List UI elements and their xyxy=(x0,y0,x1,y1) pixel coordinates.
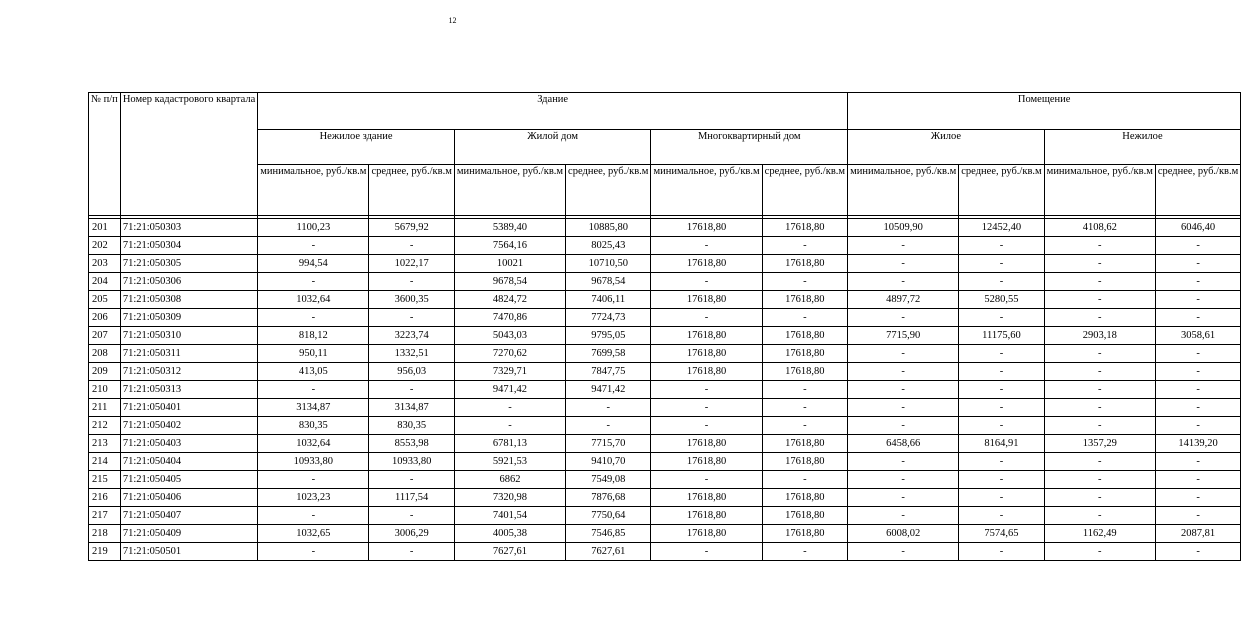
residential-min-cell: - xyxy=(848,507,959,525)
header-building: Здание xyxy=(258,93,848,130)
row-number-cell: 205 xyxy=(89,291,121,309)
header-min: минимальное, руб./кв.м xyxy=(1044,165,1155,216)
nonres-building-min-cell: 413,05 xyxy=(258,363,369,381)
residential-avg-cell: - xyxy=(959,255,1044,273)
header-residential: Жилое xyxy=(848,130,1045,165)
nonres-building-avg-cell: 5679,92 xyxy=(369,219,454,237)
apartment-house-avg-cell: 17618,80 xyxy=(762,327,847,345)
residential-min-cell: - xyxy=(848,489,959,507)
house-min-cell: 5921,53 xyxy=(454,453,565,471)
header-avg: среднее, руб./кв.м xyxy=(959,165,1044,216)
house-avg-cell: 7627,61 xyxy=(566,543,651,561)
apartment-house-avg-cell: - xyxy=(762,273,847,291)
cadastral-quarter-cell: 71:21:050313 xyxy=(120,381,257,399)
nonresidential-min-cell: - xyxy=(1044,543,1155,561)
header-nonres-building: Нежилое здание xyxy=(258,130,455,165)
apartment-house-min-cell: 17618,80 xyxy=(651,525,762,543)
nonresidential-min-cell: 1357,29 xyxy=(1044,435,1155,453)
house-min-cell: 7627,61 xyxy=(454,543,565,561)
cadastral-quarter-cell: 71:21:050403 xyxy=(120,435,257,453)
nonresidential-min-cell: - xyxy=(1044,345,1155,363)
nonresidential-min-cell: - xyxy=(1044,363,1155,381)
nonresidential-min-cell: - xyxy=(1044,381,1155,399)
nonres-building-min-cell: 950,11 xyxy=(258,345,369,363)
apartment-house-avg-cell: - xyxy=(762,543,847,561)
table-row xyxy=(89,273,1241,291)
house-avg-cell: 7699,58 xyxy=(566,345,651,363)
house-avg-cell: - xyxy=(566,417,651,435)
nonresidential-avg-cell: - xyxy=(1155,453,1240,471)
nonresidential-avg-cell: 3058,61 xyxy=(1155,327,1240,345)
header-apartment-house: Многоквартирный дом xyxy=(651,130,848,165)
row-number-cell: 203 xyxy=(89,255,121,273)
row-number-cell: 202 xyxy=(89,237,121,255)
nonres-building-min-cell: - xyxy=(258,471,369,489)
house-avg-cell: 9471,42 xyxy=(566,381,651,399)
house-min-cell: 4824,72 xyxy=(454,291,565,309)
cadastral-quarter-cell: 71:21:050305 xyxy=(120,255,257,273)
nonresidential-min-cell: - xyxy=(1044,237,1155,255)
row-number-cell: 201 xyxy=(89,219,121,237)
nonres-building-avg-cell: 1117,54 xyxy=(369,489,454,507)
apartment-house-avg-cell: - xyxy=(762,381,847,399)
row-number-cell: 212 xyxy=(89,417,121,435)
nonresidential-avg-cell: - xyxy=(1155,507,1240,525)
house-avg-cell: 7876,68 xyxy=(566,489,651,507)
nonres-building-min-cell: 994,54 xyxy=(258,255,369,273)
row-number-cell: 218 xyxy=(89,525,121,543)
nonres-building-min-cell: - xyxy=(258,273,369,291)
nonres-building-avg-cell: - xyxy=(369,237,454,255)
nonres-building-avg-cell: 956,03 xyxy=(369,363,454,381)
row-number-cell: 215 xyxy=(89,471,121,489)
residential-avg-cell: - xyxy=(959,273,1044,291)
house-min-cell: 10021 xyxy=(454,255,565,273)
header-quarter: Номер кадастрового квартала xyxy=(120,93,257,216)
house-avg-cell: 7546,85 xyxy=(566,525,651,543)
nonresidential-min-cell: - xyxy=(1044,471,1155,489)
residential-min-cell: 7715,90 xyxy=(848,327,959,345)
residential-min-cell: - xyxy=(848,381,959,399)
apartment-house-avg-cell: 17618,80 xyxy=(762,291,847,309)
nonresidential-avg-cell: 2087,81 xyxy=(1155,525,1240,543)
residential-min-cell: 4897,72 xyxy=(848,291,959,309)
house-min-cell: 7401,54 xyxy=(454,507,565,525)
nonresidential-min-cell: - xyxy=(1044,489,1155,507)
nonres-building-avg-cell: 1332,51 xyxy=(369,345,454,363)
cadastral-quarter-cell: 71:21:050308 xyxy=(120,291,257,309)
nonresidential-min-cell: 2903,18 xyxy=(1044,327,1155,345)
cadastral-quarter-cell: 71:21:050304 xyxy=(120,237,257,255)
house-min-cell: 9471,42 xyxy=(454,381,565,399)
residential-avg-cell: - xyxy=(959,381,1044,399)
house-min-cell: 7320,98 xyxy=(454,489,565,507)
house-min-cell: 5389,40 xyxy=(454,219,565,237)
cadastral-quarter-cell: 71:21:050407 xyxy=(120,507,257,525)
nonresidential-min-cell: - xyxy=(1044,507,1155,525)
apartment-house-min-cell: 17618,80 xyxy=(651,291,762,309)
nonresidential-avg-cell: - xyxy=(1155,255,1240,273)
residential-min-cell: - xyxy=(848,345,959,363)
row-number-cell: 204 xyxy=(89,273,121,291)
nonresidential-avg-cell: - xyxy=(1155,471,1240,489)
house-min-cell: 6862 xyxy=(454,471,565,489)
table-row xyxy=(89,309,1241,327)
row-number-cell: 217 xyxy=(89,507,121,525)
residential-avg-cell: 5280,55 xyxy=(959,291,1044,309)
house-avg-cell: 8025,43 xyxy=(566,237,651,255)
apartment-house-min-cell: 17618,80 xyxy=(651,345,762,363)
apartment-house-avg-cell: - xyxy=(762,471,847,489)
apartment-house-min-cell: - xyxy=(651,237,762,255)
apartment-house-avg-cell: 17618,80 xyxy=(762,255,847,273)
house-avg-cell: 7406,11 xyxy=(566,291,651,309)
nonres-building-avg-cell: 1022,17 xyxy=(369,255,454,273)
residential-avg-cell: - xyxy=(959,363,1044,381)
table-row xyxy=(89,381,1241,399)
nonres-building-avg-cell: 3134,87 xyxy=(369,399,454,417)
cadastral-quarter-cell: 71:21:050312 xyxy=(120,363,257,381)
residential-avg-cell: 12452,40 xyxy=(959,219,1044,237)
cadastral-quarter-cell: 71:21:050404 xyxy=(120,453,257,471)
residential-min-cell: - xyxy=(848,273,959,291)
nonres-building-avg-cell: 3223,74 xyxy=(369,327,454,345)
table-row xyxy=(89,345,1241,363)
nonresidential-avg-cell: - xyxy=(1155,381,1240,399)
nonres-building-min-cell: 3134,87 xyxy=(258,399,369,417)
table-row xyxy=(89,255,1241,273)
apartment-house-avg-cell: 17618,80 xyxy=(762,219,847,237)
nonresidential-min-cell: - xyxy=(1044,309,1155,327)
row-number-cell: 216 xyxy=(89,489,121,507)
table-row xyxy=(89,507,1241,525)
nonresidential-avg-cell: 6046,40 xyxy=(1155,219,1240,237)
table-row xyxy=(89,237,1241,255)
nonres-building-avg-cell: - xyxy=(369,507,454,525)
nonresidential-avg-cell: - xyxy=(1155,309,1240,327)
nonresidential-avg-cell: 14139,20 xyxy=(1155,435,1240,453)
header-min: минимальное, руб./кв.м xyxy=(651,165,762,216)
table-row xyxy=(89,291,1241,309)
apartment-house-min-cell: - xyxy=(651,471,762,489)
header-premises: Помещение xyxy=(848,93,1241,130)
nonresidential-min-cell: - xyxy=(1044,417,1155,435)
house-min-cell: 5043,03 xyxy=(454,327,565,345)
table-row xyxy=(89,417,1241,435)
header-num: № п/п xyxy=(89,93,121,216)
nonres-building-avg-cell: 830,35 xyxy=(369,417,454,435)
house-avg-cell: 9795,05 xyxy=(566,327,651,345)
cadastral-quarter-cell: 71:21:050409 xyxy=(120,525,257,543)
row-number-cell: 209 xyxy=(89,363,121,381)
nonres-building-min-cell: 1023,23 xyxy=(258,489,369,507)
table-row xyxy=(89,525,1241,543)
residential-min-cell: - xyxy=(848,453,959,471)
apartment-house-min-cell: 17618,80 xyxy=(651,363,762,381)
apartment-house-avg-cell: 17618,80 xyxy=(762,345,847,363)
residential-min-cell: - xyxy=(848,309,959,327)
header-min: минимальное, руб./кв.м xyxy=(848,165,959,216)
apartment-house-avg-cell: 17618,80 xyxy=(762,507,847,525)
residential-avg-cell: 8164,91 xyxy=(959,435,1044,453)
apartment-house-min-cell: - xyxy=(651,309,762,327)
apartment-house-min-cell: - xyxy=(651,273,762,291)
house-min-cell: 7329,71 xyxy=(454,363,565,381)
nonresidential-avg-cell: - xyxy=(1155,543,1240,561)
nonres-building-min-cell: 830,35 xyxy=(258,417,369,435)
apartment-house-avg-cell: - xyxy=(762,237,847,255)
house-avg-cell: 7847,75 xyxy=(566,363,651,381)
residential-avg-cell: 11175,60 xyxy=(959,327,1044,345)
row-number-cell: 211 xyxy=(89,399,121,417)
row-number-cell: 219 xyxy=(89,543,121,561)
residential-avg-cell: - xyxy=(959,471,1044,489)
nonres-building-min-cell: 10933,80 xyxy=(258,453,369,471)
house-min-cell: 6781,13 xyxy=(454,435,565,453)
house-avg-cell: 7549,08 xyxy=(566,471,651,489)
cadastral-quarter-cell: 71:21:050501 xyxy=(120,543,257,561)
residential-min-cell: 10509,90 xyxy=(848,219,959,237)
nonres-building-avg-cell: 3600,35 xyxy=(369,291,454,309)
nonres-building-avg-cell: - xyxy=(369,309,454,327)
nonresidential-avg-cell: - xyxy=(1155,237,1240,255)
nonres-building-min-cell: 1032,64 xyxy=(258,435,369,453)
residential-min-cell: - xyxy=(848,543,959,561)
nonres-building-avg-cell: - xyxy=(369,471,454,489)
nonres-building-avg-cell: 10933,80 xyxy=(369,453,454,471)
cadastral-quarter-cell: 71:21:050406 xyxy=(120,489,257,507)
house-avg-cell: - xyxy=(566,399,651,417)
nonres-building-min-cell: 1100,23 xyxy=(258,219,369,237)
house-min-cell: 4005,38 xyxy=(454,525,565,543)
header-nonresidential: Нежилое xyxy=(1044,130,1241,165)
residential-min-cell: - xyxy=(848,363,959,381)
residential-min-cell: - xyxy=(848,237,959,255)
apartment-house-min-cell: - xyxy=(651,381,762,399)
cadastral-quarter-cell: 71:21:050303 xyxy=(120,219,257,237)
house-avg-cell: 7715,70 xyxy=(566,435,651,453)
nonresidential-min-cell: 1162,49 xyxy=(1044,525,1155,543)
nonresidential-avg-cell: - xyxy=(1155,399,1240,417)
cadastral-value-table xyxy=(88,92,1241,561)
nonres-building-min-cell: - xyxy=(258,381,369,399)
apartment-house-min-cell: 17618,80 xyxy=(651,507,762,525)
cadastral-quarter-cell: 71:21:050310 xyxy=(120,327,257,345)
apartment-house-avg-cell: - xyxy=(762,399,847,417)
house-avg-cell: 10710,50 xyxy=(566,255,651,273)
apartment-house-avg-cell: 17618,80 xyxy=(762,363,847,381)
house-min-cell: - xyxy=(454,399,565,417)
header-avg: среднее, руб./кв.м xyxy=(566,165,651,216)
row-number-cell: 213 xyxy=(89,435,121,453)
apartment-house-min-cell: 17618,80 xyxy=(651,327,762,345)
cadastral-quarter-cell: 71:21:050306 xyxy=(120,273,257,291)
table-row xyxy=(89,327,1241,345)
table-row xyxy=(89,435,1241,453)
apartment-house-min-cell: - xyxy=(651,417,762,435)
nonresidential-avg-cell: - xyxy=(1155,291,1240,309)
table-row xyxy=(89,453,1241,471)
residential-avg-cell: - xyxy=(959,489,1044,507)
table-row xyxy=(89,543,1241,561)
nonres-building-min-cell: 818,12 xyxy=(258,327,369,345)
row-number-cell: 207 xyxy=(89,327,121,345)
nonresidential-avg-cell: - xyxy=(1155,417,1240,435)
apartment-house-min-cell: - xyxy=(651,399,762,417)
nonresidential-min-cell: - xyxy=(1044,291,1155,309)
apartment-house-min-cell: 17618,80 xyxy=(651,435,762,453)
residential-min-cell: - xyxy=(848,399,959,417)
table-row xyxy=(89,219,1241,237)
residential-avg-cell: - xyxy=(959,543,1044,561)
apartment-house-min-cell: - xyxy=(651,543,762,561)
header-min: минимальное, руб./кв.м xyxy=(454,165,565,216)
house-avg-cell: 7750,64 xyxy=(566,507,651,525)
nonresidential-avg-cell: - xyxy=(1155,489,1240,507)
residential-avg-cell: - xyxy=(959,309,1044,327)
residential-avg-cell: - xyxy=(959,345,1044,363)
residential-min-cell: 6008,02 xyxy=(848,525,959,543)
residential-avg-cell: - xyxy=(959,453,1044,471)
row-number-cell: 206 xyxy=(89,309,121,327)
header-avg: среднее, руб./кв.м xyxy=(762,165,847,216)
nonresidential-avg-cell: - xyxy=(1155,273,1240,291)
nonresidential-avg-cell: - xyxy=(1155,363,1240,381)
nonres-building-min-cell: - xyxy=(258,309,369,327)
house-min-cell: 7270,62 xyxy=(454,345,565,363)
nonres-building-avg-cell: - xyxy=(369,381,454,399)
residential-avg-cell: - xyxy=(959,399,1044,417)
residential-avg-cell: - xyxy=(959,237,1044,255)
cadastral-quarter-cell: 71:21:050402 xyxy=(120,417,257,435)
residential-min-cell: - xyxy=(848,417,959,435)
apartment-house-min-cell: 17618,80 xyxy=(651,453,762,471)
house-avg-cell: 7724,73 xyxy=(566,309,651,327)
nonres-building-avg-cell: - xyxy=(369,273,454,291)
nonresidential-min-cell: - xyxy=(1044,255,1155,273)
residential-min-cell: - xyxy=(848,255,959,273)
house-avg-cell: 9410,70 xyxy=(566,453,651,471)
nonres-building-min-cell: 1032,64 xyxy=(258,291,369,309)
table-row xyxy=(89,399,1241,417)
nonres-building-min-cell: 1032,65 xyxy=(258,525,369,543)
row-number-cell: 208 xyxy=(89,345,121,363)
cadastral-quarter-cell: 71:21:050309 xyxy=(120,309,257,327)
house-avg-cell: 9678,54 xyxy=(566,273,651,291)
house-avg-cell: 10885,80 xyxy=(566,219,651,237)
apartment-house-avg-cell: - xyxy=(762,309,847,327)
nonresidential-min-cell: - xyxy=(1044,399,1155,417)
header-avg: среднее, руб./кв.м xyxy=(1155,165,1240,216)
residential-min-cell: - xyxy=(848,471,959,489)
apartment-house-min-cell: 17618,80 xyxy=(651,489,762,507)
house-min-cell: - xyxy=(454,417,565,435)
table-body xyxy=(89,216,1241,561)
cadastral-quarter-cell: 71:21:050311 xyxy=(120,345,257,363)
apartment-house-avg-cell: 17618,80 xyxy=(762,489,847,507)
nonres-building-avg-cell: - xyxy=(369,543,454,561)
header-avg: среднее, руб./кв.м xyxy=(369,165,454,216)
apartment-house-min-cell: 17618,80 xyxy=(651,219,762,237)
table-row xyxy=(89,489,1241,507)
header-house: Жилой дом xyxy=(454,130,651,165)
nonresidential-min-cell: 4108,62 xyxy=(1044,219,1155,237)
nonresidential-avg-cell: - xyxy=(1155,345,1240,363)
page-number: 12 xyxy=(448,16,457,25)
apartment-house-avg-cell: 17618,80 xyxy=(762,435,847,453)
house-min-cell: 7470,86 xyxy=(454,309,565,327)
header-min: минимальное, руб./кв.м xyxy=(258,165,369,216)
residential-avg-cell: 7574,65 xyxy=(959,525,1044,543)
nonres-building-min-cell: - xyxy=(258,507,369,525)
apartment-house-avg-cell: 17618,80 xyxy=(762,525,847,543)
residential-avg-cell: - xyxy=(959,417,1044,435)
table-row xyxy=(89,471,1241,489)
table-row xyxy=(89,363,1241,381)
nonresidential-min-cell: - xyxy=(1044,273,1155,291)
apartment-house-avg-cell: 17618,80 xyxy=(762,453,847,471)
apartment-house-avg-cell: - xyxy=(762,417,847,435)
house-min-cell: 9678,54 xyxy=(454,273,565,291)
cadastral-quarter-cell: 71:21:050401 xyxy=(120,399,257,417)
residential-min-cell: 6458,66 xyxy=(848,435,959,453)
nonresidential-min-cell: - xyxy=(1044,453,1155,471)
nonres-building-avg-cell: 3006,29 xyxy=(369,525,454,543)
row-number-cell: 210 xyxy=(89,381,121,399)
nonres-building-avg-cell: 8553,98 xyxy=(369,435,454,453)
nonres-building-min-cell: - xyxy=(258,237,369,255)
row-number-cell: 214 xyxy=(89,453,121,471)
cadastral-quarter-cell: 71:21:050405 xyxy=(120,471,257,489)
house-min-cell: 7564,16 xyxy=(454,237,565,255)
nonres-building-min-cell: - xyxy=(258,543,369,561)
residential-avg-cell: - xyxy=(959,507,1044,525)
apartment-house-min-cell: 17618,80 xyxy=(651,255,762,273)
